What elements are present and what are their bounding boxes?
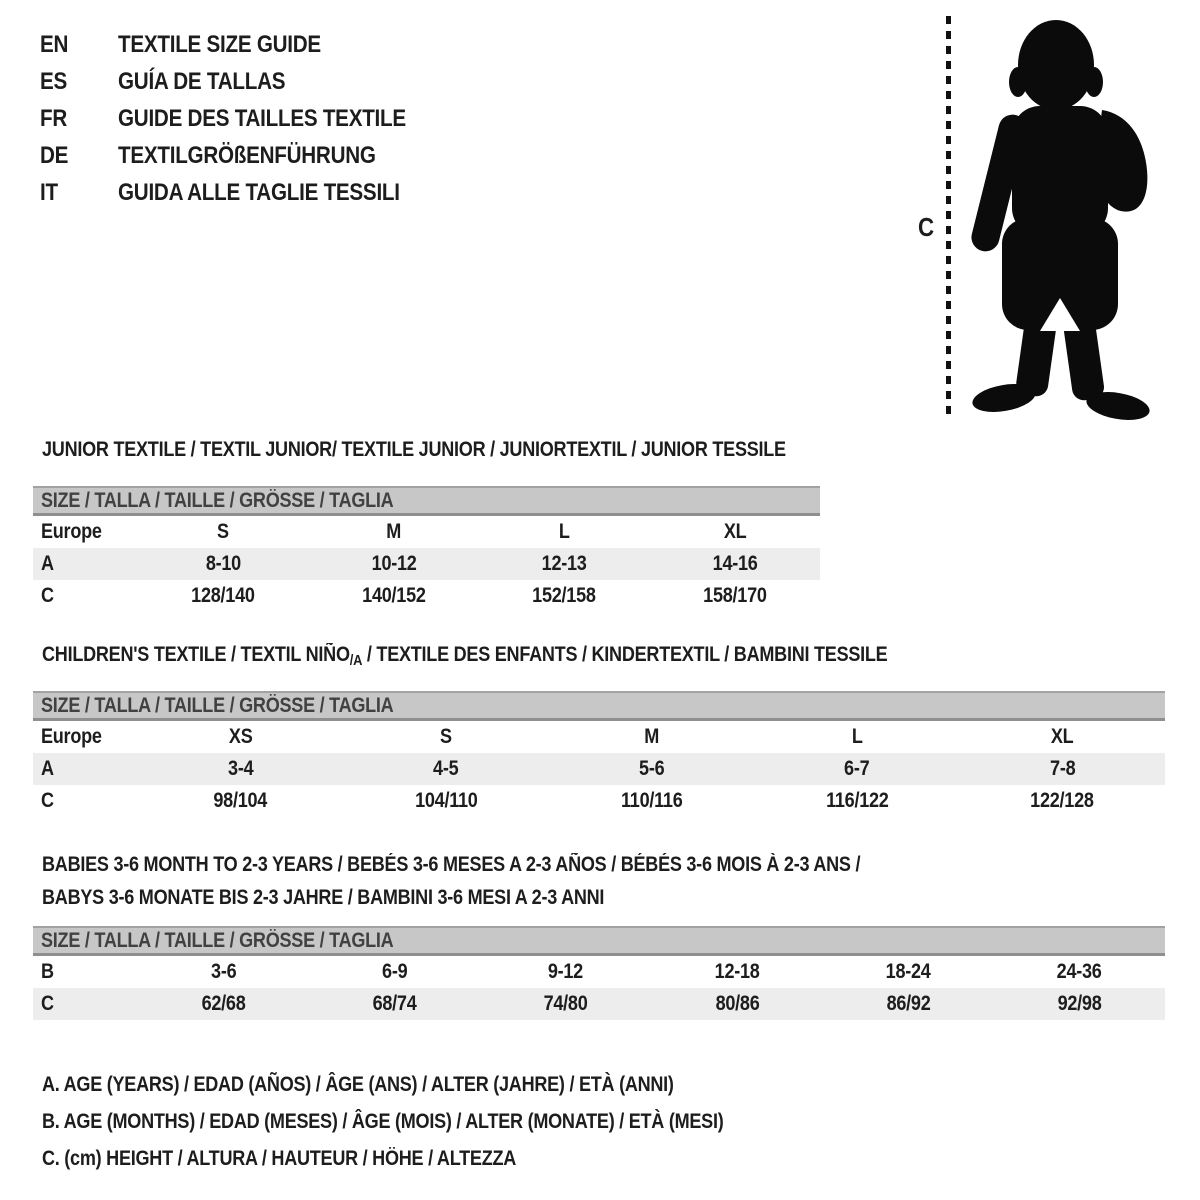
language-code: IT — [40, 178, 58, 206]
row-label: Europe — [41, 725, 102, 748]
legend-line-a — [42, 1066, 834, 1103]
table-row-height — [33, 785, 1165, 817]
cell-months: 12-18 — [714, 960, 760, 983]
language-header — [40, 26, 453, 211]
cell-months: 3-6 — [210, 960, 237, 983]
section-heading-babies — [42, 848, 993, 914]
cell-age: 8-10 — [205, 552, 241, 575]
cell-height: 80/86 — [715, 992, 760, 1015]
row-label: Europe — [41, 520, 102, 543]
table-row-age — [33, 753, 1165, 785]
legend-line-b — [42, 1103, 834, 1140]
section-heading-children-text: CHILDREN'S TEXTILE / TEXTIL NIÑO/A / TEXTILE DES ENFANTS / KINDERTEXTIL / BAMBINI TESSILE — [42, 643, 888, 669]
table-header-text: SIZE / TALLA / TAILLE / GRÖSSE / TAGLIA — [41, 928, 394, 952]
cell-height: 92/98 — [1057, 992, 1102, 1015]
cell-size: M — [644, 725, 659, 748]
section-heading-junior — [42, 433, 907, 466]
cell-size: S — [440, 725, 452, 748]
legend-line-c-text: C. (cm) HEIGHT / ALTURA / HAUTEUR / HÖHE / ALTEZZA — [42, 1146, 517, 1170]
cell-months: 18-24 — [885, 960, 931, 983]
language-row-es — [40, 63, 453, 100]
cell-height: 152/158 — [532, 584, 596, 607]
table-header-babies — [33, 926, 1165, 956]
row-label: C — [41, 584, 54, 607]
cell-height: 68/74 — [372, 992, 417, 1015]
size-table-babies — [33, 926, 1165, 1020]
cell-age: 4-5 — [433, 757, 459, 780]
height-dashed-line — [946, 16, 951, 420]
cell-height: 74/80 — [543, 992, 588, 1015]
cell-size: M — [386, 520, 402, 543]
cell-height: 110/116 — [620, 789, 683, 812]
table-header-text: SIZE / TALLA / TAILLE / GRÖSSE / TAGLIA — [41, 488, 394, 512]
cell-age: 14-16 — [712, 552, 758, 575]
section-heading-junior-text: JUNIOR TEXTILE / TEXTIL JUNIOR/ TEXTILE JUNIOR / JUNIORTEXTIL / JUNIOR TESSILE — [42, 438, 786, 461]
cell-age: 3-4 — [228, 757, 254, 780]
cell-size: XL — [723, 520, 747, 543]
cell-age: 5-6 — [638, 757, 665, 780]
cell-size: L — [851, 725, 863, 748]
row-label: A — [41, 757, 54, 780]
section-heading-babies-line1: BABIES 3-6 MONTH TO 2-3 YEARS / BEBÉS 3-6 MESES A 2-3 AÑOS / BÉBÉS 3-6 MOIS À 2-3 ANS / — [42, 853, 861, 876]
table-row-europe — [33, 516, 820, 548]
cell-age: 10-12 — [371, 552, 417, 575]
table-row-height — [33, 580, 820, 612]
legend-line-c — [42, 1140, 834, 1177]
row-label: B — [41, 960, 54, 983]
cell-months: 9-12 — [548, 960, 584, 983]
language-code: ES — [40, 67, 68, 95]
row-label: A — [41, 552, 54, 575]
cell-size: S — [217, 520, 230, 543]
cell-height: 140/152 — [362, 584, 426, 607]
size-table-junior — [33, 486, 820, 612]
section-heading-children — [42, 638, 1025, 677]
cell-size: XS — [228, 725, 253, 748]
cell-months: 6-9 — [382, 960, 408, 983]
table-row-height — [33, 988, 1165, 1020]
language-title: GUIDA ALLE TAGLIE TESSILI — [118, 178, 400, 206]
cell-height: 128/140 — [191, 584, 255, 607]
table-row-age — [33, 548, 820, 580]
section-heading-babies-line2: BABYS 3-6 MONATE BIS 2-3 JAHRE / BAMBINI 3-6 MESI A 2-3 ANNI — [42, 886, 605, 909]
language-row-de — [40, 137, 453, 174]
table-row-months — [33, 956, 1165, 988]
cell-height: 98/104 — [213, 789, 268, 812]
legend-line-b-text: B. AGE (MONTHS) / EDAD (MESES) / ÂGE (MOIS) / ALTER (MONATE) / ETÀ (MESI) — [42, 1109, 724, 1133]
table-header-text: SIZE / TALLA / TAILLE / GRÖSSE / TAGLIA — [41, 693, 394, 717]
cell-age: 7-8 — [1049, 757, 1075, 780]
row-label: C — [41, 789, 54, 812]
language-row-en — [40, 26, 453, 63]
language-title: GUÍA DE TALLAS — [118, 67, 286, 95]
table-header-children — [33, 691, 1165, 721]
cell-height: 86/92 — [886, 992, 931, 1015]
language-code: FR — [40, 104, 68, 132]
cell-age: 12-13 — [541, 552, 587, 575]
table-row-europe — [33, 721, 1165, 753]
cell-height: 116/122 — [825, 789, 889, 812]
height-label-c: C — [918, 212, 934, 242]
language-code: EN — [40, 30, 69, 58]
table-header-junior — [33, 486, 820, 516]
cell-age: 6-7 — [844, 757, 870, 780]
cell-height: 62/68 — [201, 992, 246, 1015]
language-title: TEXTILE SIZE GUIDE — [118, 30, 321, 58]
cell-months: 24-36 — [1056, 960, 1102, 983]
language-code: DE — [40, 141, 69, 169]
legend-line-a-text: A. AGE (YEARS) / EDAD (AÑOS) / ÂGE (ANS) / ALTER (JAHRE) / ETÀ (ANNI) — [42, 1072, 674, 1096]
language-title: GUIDE DES TAILLES TEXTILE — [118, 104, 406, 132]
language-row-fr — [40, 100, 453, 137]
cell-height: 104/110 — [414, 789, 478, 812]
baby-silhouette-icon — [960, 18, 1150, 420]
cell-size: XL — [1050, 725, 1074, 748]
cell-height: 122/128 — [1030, 789, 1095, 812]
language-title: TEXTILGRÖßENFÜHRUNG — [118, 141, 376, 169]
cell-size: L — [558, 520, 570, 543]
cell-height: 158/170 — [703, 584, 767, 607]
language-row-it — [40, 174, 453, 211]
row-label: C — [41, 992, 54, 1015]
size-table-children — [33, 691, 1165, 817]
legend — [42, 1066, 834, 1177]
